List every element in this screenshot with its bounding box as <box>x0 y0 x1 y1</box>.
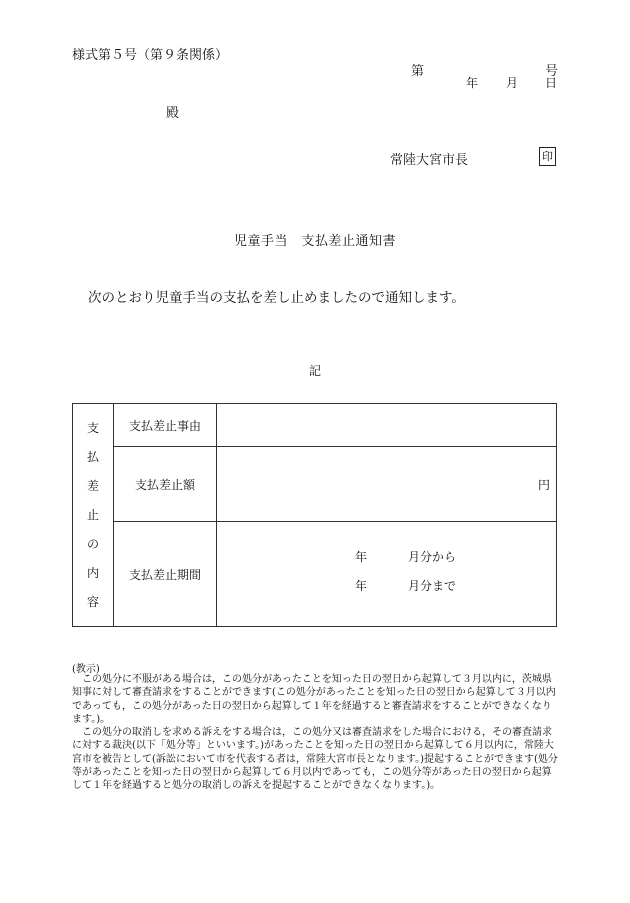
period-from-month: 月分から <box>408 550 457 564</box>
issuer-name: 常陸大宮市長 <box>390 153 469 168</box>
row-label-reason: 支払差止事由 <box>114 404 217 447</box>
period-from-year: 年 <box>355 550 368 564</box>
period-to-year: 年 <box>355 579 368 593</box>
group-label <box>73 404 114 627</box>
ki-heading: 記 <box>308 364 321 378</box>
amount-value: 円 <box>217 447 557 522</box>
notes-paragraph: この処分の取消しを求める訴えをする場合は，この処分又は審査請求をした場合における，その審査請求に対する裁決(以下「処分等」といいます。)があったことを知った日の翌日から起算して６月以内に，常陸大宮市を被告として(訴訟において市を代表する者は，常陸大宮市長となります。)提起することができます(処分等があったことを知った日の翌日から起算して６月以内であっても，この処分等があった日の翌日から起算して１年を経過すると処分の取消しの訴えを提起することができなくなります。)。 <box>72 727 558 792</box>
date-year-label: 年 <box>466 76 479 90</box>
group-label-char: の <box>86 536 99 551</box>
group-label-char: 払 <box>86 449 99 464</box>
seal-box: 印 <box>539 147 556 166</box>
row-label-period: 支払差止期間 <box>114 522 217 627</box>
group-label-char: 内 <box>86 565 99 580</box>
row-label-amount: 支払差止額 <box>114 447 217 522</box>
date-day-label: 日 <box>545 76 558 90</box>
group-label-char: 支 <box>86 420 99 435</box>
group-label-char: 容 <box>86 594 99 609</box>
notes-paragraph: この処分に不服がある場合は，この処分があったことを知った日の翌日から起算して３月以内に，茨城県知事に対して審査請求をすることができます(この処分があったことを知った日の翌日から起算して３月以内であっても，この処分があった日の翌日から起算して１年を経過すると審査請求をすることができなくなります。)。 <box>72 674 556 725</box>
notes-heading: (教示) <box>72 664 100 675</box>
period-to-month: 月分まで <box>408 579 457 593</box>
period-value <box>217 522 557 627</box>
date-month-label: 月 <box>506 76 519 90</box>
details-table <box>72 403 557 627</box>
group-label-char: 差 <box>86 478 99 493</box>
document-title: 児童手当 支払差止通知書 <box>233 234 396 249</box>
lead-text: 次のとおり児童手当の支払を差し止めましたので通知します。 <box>88 290 465 306</box>
document-number-suffix: 号 <box>545 64 559 79</box>
form-number: 様式第５号（第９条関係） <box>72 48 229 63</box>
group-label-char: 止 <box>86 507 99 522</box>
reason-value <box>217 404 557 447</box>
document-number-prefix: 第 <box>411 64 425 79</box>
addressee-suffix: 殿 <box>166 106 180 121</box>
notes-body <box>72 673 560 793</box>
